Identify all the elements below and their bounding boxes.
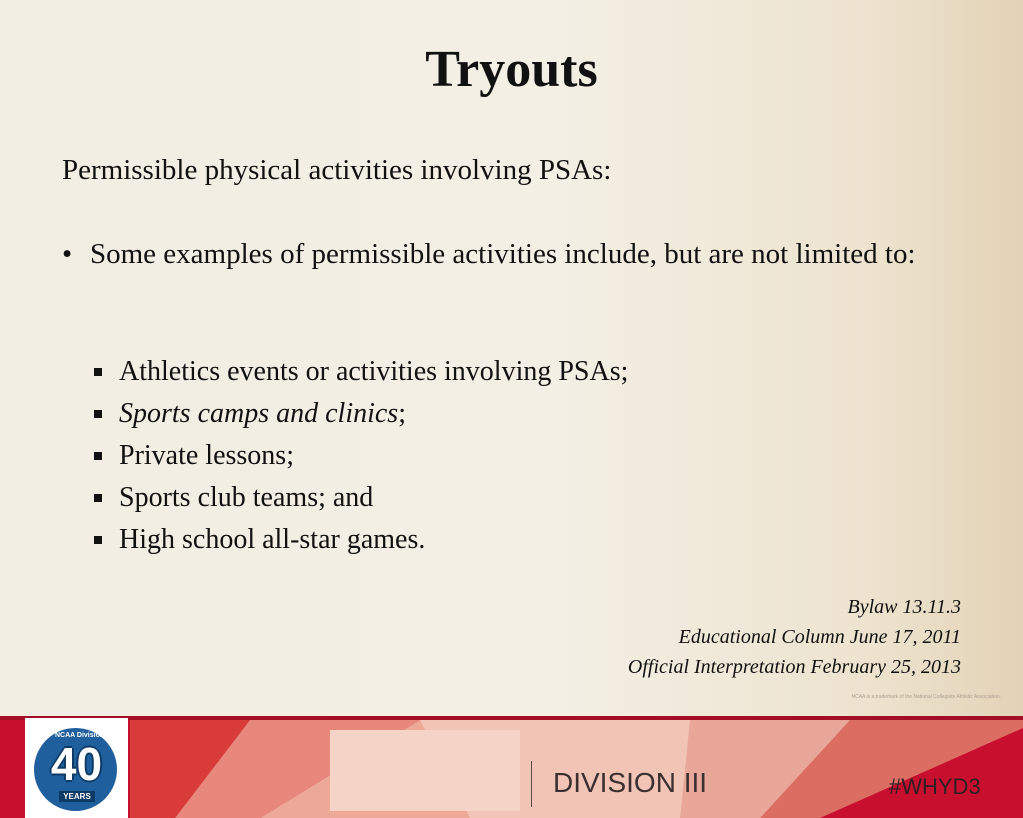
divider-line — [531, 761, 532, 807]
list-item-suffix: ; — [398, 398, 406, 429]
reference-educational-column: Educational Column June 17, 2011 — [678, 626, 961, 648]
square-bullet-icon — [94, 536, 102, 544]
hashtag-label: #WHYD3 — [889, 774, 981, 799]
footer-banner-graphic — [0, 716, 1023, 818]
list-item — [92, 396, 628, 438]
logo-ncaa-text: NCAA Division III — [55, 732, 112, 739]
bullet-dot: • — [62, 238, 73, 270]
references — [628, 592, 961, 682]
reference-bylaw: Bylaw 13.11.3 — [847, 596, 961, 618]
logo-40-number: 40 — [50, 738, 103, 790]
trademark-note: NCAA is a trademark of the National Collegiate Athletic Association. — [851, 694, 1001, 700]
logo-years-label: YEARS — [59, 791, 95, 802]
list-item-text: Sports club teams; and — [119, 482, 374, 513]
square-bullet-icon — [94, 452, 102, 460]
square-bullet-icon — [94, 494, 102, 502]
list-item-text: Private lessons; — [119, 440, 294, 471]
division-label: DIVISION III — [553, 767, 708, 798]
activity-list — [92, 354, 628, 564]
list-item — [92, 480, 628, 522]
ncaa-40-years-logo — [25, 718, 128, 818]
intro-text: Permissible physical activities involving PSAs: — [62, 154, 612, 186]
list-item — [92, 354, 628, 396]
square-bullet-icon — [94, 410, 102, 418]
slide-title: Tryouts — [425, 41, 598, 98]
list-item-text: High school all-star games. — [119, 524, 426, 555]
list-item-italic-text: Sports camps and clinics — [119, 398, 399, 429]
list-item-text: Athletics events or activities involving PSAs; — [119, 356, 629, 387]
reference-official-interpretation: Official Interpretation February 25, 2013 — [627, 656, 961, 678]
list-item — [92, 438, 628, 480]
square-bullet-icon — [94, 368, 102, 376]
list-item — [92, 522, 628, 564]
footer-banner — [0, 716, 1023, 818]
bullet-text: Some examples of permissible activities include, but are not limited to: — [90, 238, 916, 270]
